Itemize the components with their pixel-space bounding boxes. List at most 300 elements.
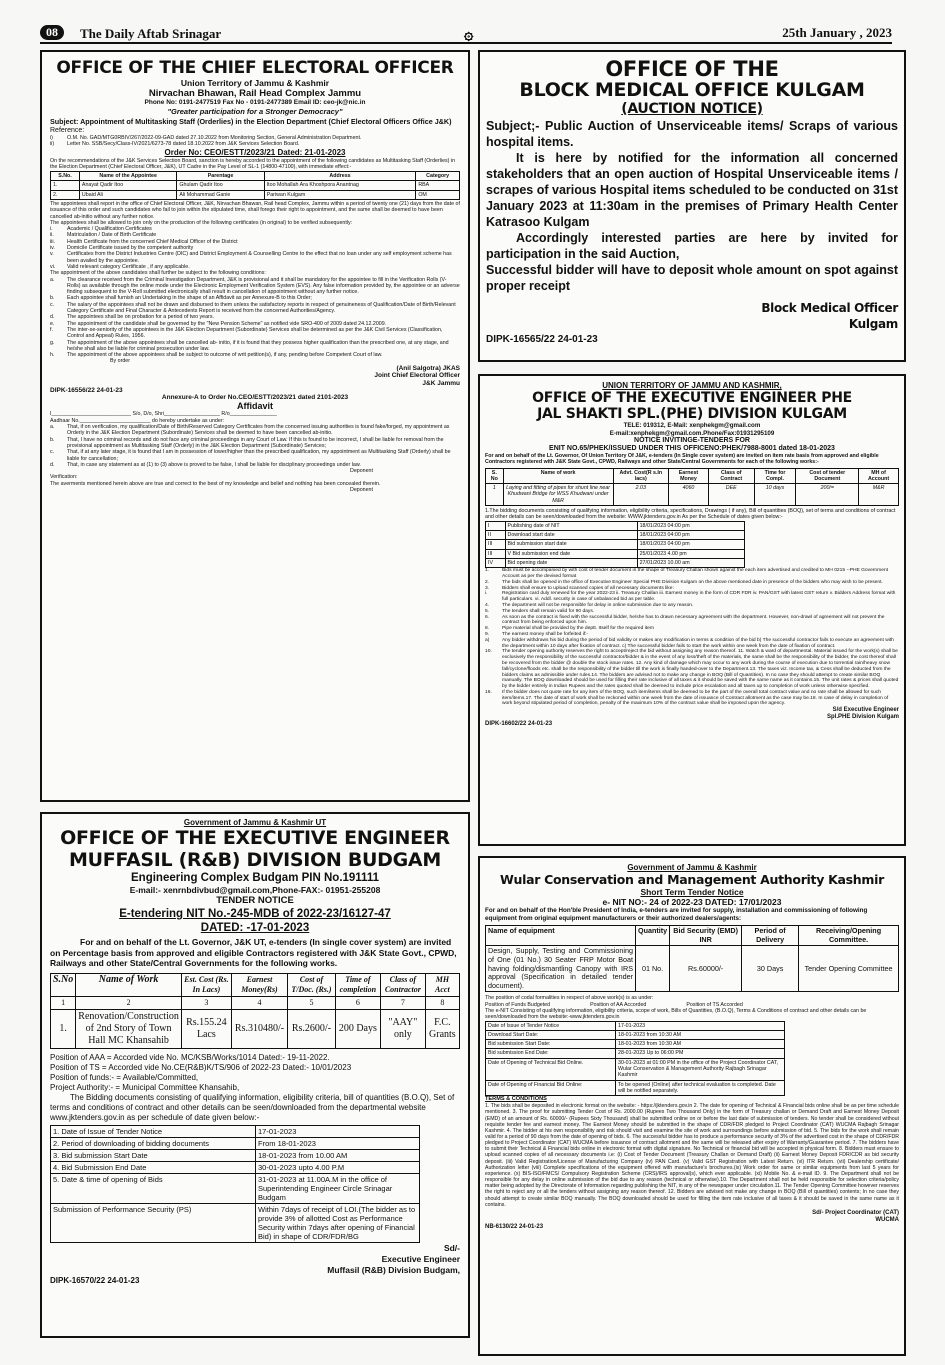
table-cell: Date of Opening of Technical Bid Online. [486, 1058, 616, 1080]
text: c. [50, 301, 55, 308]
ceo-affidavit-items [50, 424, 460, 468]
text: Sd/- Project Coordinator (CAT) [812, 1209, 899, 1216]
text: The tenders shall remain valid for 90 days. [502, 608, 595, 614]
table-cell: II [486, 530, 506, 539]
rnb-enit: E-tendering NIT No.-245-MDB of 2022-23/16127-47 [119, 908, 391, 920]
table-header-row [51, 973, 460, 996]
ceo-order-no: Order No: CEO/ESTT/2023/21 Dated: 21-01-2023 [164, 147, 346, 157]
column-header: Name of work [503, 468, 613, 484]
table-cell: III [486, 540, 506, 549]
bmo-dipk: DIPK-16565/22 24-01-23 [486, 334, 598, 345]
bmo-title-1: OFFICE OF THE [605, 57, 779, 81]
text: The appointment of the above appointees shall be cancelled ab- initio, if it is found that they possess higher qualification than the prescribed one, at any stage, and he/she shall also be liable for criminal prosecution under law. [67, 339, 449, 352]
table-cell: 3 [181, 996, 231, 1009]
table-cell: Submission of Performance Security (PS) [51, 1203, 256, 1242]
wular-terms-heading: TERMS & CONDITIONS [485, 1096, 547, 1103]
table-cell: V Bid submission end date [505, 549, 637, 558]
rnb-schedule-table [50, 1125, 420, 1243]
text: c. [50, 449, 55, 456]
bmo-signatory [486, 300, 898, 332]
text: 5. [485, 608, 490, 614]
table-header-row [51, 172, 460, 181]
table-cell: Within 7days of receipt of LOI.(The bidder as to provide 3% of allotted Cost as Performance Security within 7days after opening of Financial Bid) in shape of CDR/FDR/BG [256, 1203, 420, 1242]
bmo-subject: Subject;- Public Auction of Unserviceable items/ Scraps of various hospital items. [486, 119, 898, 149]
table-cell: 18/01/2023 04:00 pm [637, 530, 744, 539]
text: O.M. No. GAD/MTG0RBIV/267/2022-09-GAD dated 27.10.2022 from Monitoring Section, General Administration Department. [67, 134, 362, 141]
table-cell: To be opened (Online) after technical evaluation is completed. Date will be notified separately. [616, 1080, 785, 1096]
column-header: Period of Delivery [742, 926, 799, 946]
wular-signatory [485, 1210, 899, 1224]
list-item [50, 327, 460, 340]
text: i. [50, 226, 53, 233]
table-row [486, 946, 899, 992]
text: Kulgam [848, 317, 898, 331]
rnb-dated: DATED: -17-01-2023 [200, 922, 310, 934]
table-cell: 30 Days [742, 946, 799, 992]
ceo-deponent-2: Deponent [350, 487, 373, 494]
table-cell: 200/= [796, 484, 859, 506]
text: The appointees shall be on probation for a period of two years. [67, 314, 214, 321]
phe-title-1: OFFICE OF THE EXECUTIVE ENGINEER PHE [532, 390, 852, 406]
bmo-para-1: It is here by notified for the information all concerned stakeholders that an open auction of Hospital Unserviceable items / scrapes of various Hospital items scheduled to be conducted on 31st January 2023 at 11:30am in the premises of Primary Health Center Katrasoo Kulgam [486, 151, 898, 229]
table-cell: Renovation/Construction of 2nd Story of Town Hall MC Khansahib [76, 1009, 182, 1048]
column-header: MH Acct [425, 973, 459, 996]
table-cell: Ghulam Qadir Itoo [177, 181, 264, 190]
table-cell: 17-01-2023 [256, 1125, 420, 1137]
table-cell: 18/01/2023 04:00 pm [637, 540, 744, 549]
list-item [485, 591, 899, 603]
text: d. [50, 314, 55, 321]
newspaper-header [40, 24, 892, 44]
table-row [486, 1080, 785, 1096]
list-item [50, 340, 460, 353]
text: That, if at any later stage, it is found that I am in possession of lower/higher than the prescribed qualification, my appointment as Multitasking Staff (Orderly) shall be liable for cancellation; [67, 449, 451, 462]
table-cell: Ubaid Ali [79, 190, 177, 199]
list-item: Position of funds:- = Available/Committed, [50, 1072, 199, 1082]
column-header: Parentage [177, 172, 264, 181]
table-cell: DEE [708, 484, 754, 506]
text: f. [50, 326, 53, 333]
text: Block Medical Officer [761, 301, 898, 315]
ceo-annexure: Annexure-A to Order No.CEO/ESTT/2023/21 dated 2101-2023 [161, 394, 349, 402]
phe-terms [485, 568, 899, 707]
rnb-notice [40, 812, 470, 1338]
bmo-para-2: Accordingly interested parties are here by invited for participation in the said Auction, [486, 231, 898, 261]
text: That, I have no criminal records and do not face any criminal proceedings in any Court of Law. If this is found to be incorrect, I shall be liable for removal from the provisional appointment as Multitasking Staff (Orderly) in the J&K Election Department (Subordinate) Services; [67, 436, 444, 449]
column-header: Est. Cost (Rs. In Lacs) [181, 973, 231, 996]
table-row [486, 1049, 785, 1058]
table-cell: Download start date [505, 530, 637, 539]
text: If the bidder does not quote rate for any item of the BOQ, such item/items shall be deemed to be the part of the overall total contract value and no rate shall be allowed for such item/items.17. The date of start of work shall be reckoned within one week from the date of issuance of Contract allotment as the case may be.18. In case of delay in completion of work beyond stipulated period of completion, penalty of the maximum 10% of the contract value shall be imposed upon the agency. [502, 689, 889, 707]
text: a. [50, 424, 55, 431]
wular-dipk: NB-6130/22 24-01-23 [485, 1223, 544, 1230]
table-cell: Rs.60000/- [670, 946, 742, 992]
newspaper-logo-icon: ۞ [464, 24, 474, 43]
column-header: Earnest Money(Rs) [231, 973, 287, 996]
text: 8. [485, 626, 490, 632]
table-cell: Download Start Date: [486, 1030, 616, 1039]
text: 16. [485, 689, 492, 695]
rnb-positions [50, 1053, 460, 1093]
text: a. [50, 276, 55, 283]
list-item [485, 638, 899, 650]
rnb-title-1: OFFICE OF THE EXECUTIVE ENGINEER [60, 827, 450, 849]
table-cell: 18-01-2023 from 10.00 AM [256, 1149, 420, 1161]
table-row [486, 530, 745, 539]
newspaper-name: The Daily Aftab Srinagar [80, 26, 222, 41]
text: Matriculation / Date of Birth Certificate [67, 232, 157, 239]
table-cell: 01 No. [636, 946, 670, 992]
text: e. [50, 320, 55, 327]
phe-schedule-table [485, 521, 745, 568]
table-cell: 18-01-2023 from 10:30 AM [616, 1040, 785, 1049]
column-header: Cost of tender Document [796, 468, 859, 484]
text: Bids must be accompanied by with cost of tender document in the shape of Treasury Challan shown against the each item advertised and credited to MH 0215 --PHE Government Account as per the devised format [502, 568, 889, 579]
text: 1. [485, 568, 490, 574]
table-cell: 1 [486, 484, 504, 506]
ceo-affidavit-line-1: I___________________________ S/o, D/o, Shri___________________ R/o________________ [50, 411, 277, 418]
column-header: Name of Work [76, 973, 182, 996]
text: Academic / Qualification Certificates [67, 226, 152, 233]
list-item [50, 251, 460, 264]
text: Any bidder withdraws his bid during the period of bid validity or makes any modification in terms & condition of the bid b) The successful contractor fails to execute an agreement with the department within 10 days after fixation of contract. c) The successful bidder fails to start the work within one week from the date of fixation of contract. [502, 637, 894, 649]
table-cell: "AAY" only [380, 1009, 425, 1048]
wular-short-term: Short Term Tender Notice [640, 887, 744, 897]
phe-notice [478, 374, 906, 846]
ceo-appointee-table [50, 171, 460, 200]
column-header: S.No. [51, 172, 80, 181]
wular-para-1: The position of codal formalities in respect of above work(s) is as under: [485, 995, 654, 1002]
rnb-email: E-mail:- xenrnbdivbud@gmail.com,Phone-FAX:- 01951-255208 [129, 885, 381, 895]
table-cell: 2 [76, 996, 182, 1009]
table-cell: Bid submission End Date: [486, 1049, 616, 1058]
ceo-dipk: DIPK-16556/22 24-01-23 [50, 387, 123, 395]
ceo-para-3: The appointment of the above candidates shall further be subject to the following conditions: [50, 270, 266, 277]
bmo-notice [478, 50, 906, 362]
column-header: MH of Account [859, 468, 899, 484]
ceo-affidavit-line-2: Aadhaar No.________________________ do hereby undertake as under: [50, 417, 225, 424]
text: The earnest money shall be forfeited if:- [502, 631, 589, 637]
table-cell: 4060 [669, 484, 709, 506]
text: As soon as the contract is fixed with the successful bidder, he/she has to drawn necessary agreement with the department. However, non-drawl of agreement will not prevent the contract from being enforced upon him. [502, 614, 885, 626]
text: J&K Jammu [422, 379, 460, 387]
table-cell: Publishing date of NIT [505, 521, 637, 530]
text: The appointment of the above appointees shall be subject to outcome of writ petition(s), if any, pending before Competent Court of law. [67, 352, 383, 359]
list-item [50, 302, 460, 315]
table-cell: Bid submission start date [505, 540, 637, 549]
ceo-signatory [50, 365, 460, 388]
table-row [486, 1021, 785, 1030]
table-cell: Date of Issue of Tender Notice [486, 1021, 616, 1030]
table-cell: 30-01-2023 upto 4.00 P.M [256, 1161, 420, 1173]
rnb-gov: Government of Jammu & Kashmir UT [183, 818, 327, 827]
column-header: S. No [486, 468, 504, 484]
text: The bids shall be opened in the office of Executive Engineer Special PHE Division Kulgam on the above mentioned date in presence of the bidders who may wish to be present. [502, 579, 883, 585]
ceo-motto: "Greater participation for a Stronger Democracy" [167, 107, 343, 116]
table-row [51, 1125, 420, 1137]
table-cell: Rs.2600/- [288, 1009, 336, 1048]
table-cell: Rs.155.24 Lacs [181, 1009, 231, 1048]
text: Letter No. SSB/Secy/Class-IV/2021/6273-78 dated 18.10.2022 from J&K Services Selection Board. [67, 141, 300, 148]
column-header: Name of equipment [486, 926, 636, 946]
text: Muffasil (R&B) Division Budgam, [327, 1264, 460, 1275]
table-cell: 18-01-2023 from 10:30 AM [616, 1030, 785, 1039]
wular-terms: 1. The bids shall be deposited in electronic format on the website: - https://jktenders.gov.in 2. The date for opening of Technical & Financial bids online shall be as per time schedule mentioned. 3. The proof for submitting Tender Cost of Rs. 2000.00 (Rupees Two Thousand Only) in the form of Treasury challan or Demand Draft and Earnest Money Deposit (EMD) of an amount of Rs. 60000/- (Rupees Sixty Thousand) shall be submitted online on or before the last date of submission of tenders. No tender shall be considered without requisite tender fee and earnest money. The Earnest Money should be submitted in the shape of CDR/FDR pledged to Project Coordinator (CAT) WUCMA Rajbagh Srinagar Kashmir. 4. The bidder at his own responsibility and risk should visit and examine the site of work and surroundings before submission of bid. 5. The bids for the work shall remain valid for a period of 90 days from the date of opening of bids. 6. The successful bidder has to produce a performance security of 3% of the advertised cost in the shape of CDR/FDR pledged to Project Coordinator (CAT) WUCMA before issuance of contract allotment and the same will be released after expiry of Warranty/Guarantee period. 7. The bidders have to submit their Technical & Financial bids online in electronic format with digital signature. No Technical or financial bid will be accepted in physical form. 8. Bidders must ensure to upload scanned copies of all necessary documents i.e: (i) Cost of Tender Document (Treasury Challan or Demand Draft) (ii) Earnest Money Deposit FDR/CDR as bid security deposit. (iii) Valid Registration/License of Manufacturing Company (iv) PAN Card. (v) Valid GST Registration with Latest Return. (vi) ITR Return. (vii) Dealership certificate/ Authorization letter (viii) Complete specifications of the equipment offered with manufacture's brochures.(ix) Work order for same or similar equipments from last 5 years for experience. (x) BIS-ISO/FMCS/ Compulsory Registration Scheme (CRS)/IRS approval(s), which ever applicable. (xi) Mobile No. & e-mail ID. 9. The Department shall not be responsible for any delay in online submission of the bid due to any reason (technical or otherwise).10. The Department shall not be held responsible for selection criteria/policy matter being adopted by the Directorate of Information regarding publishing the NIT, in any of the newspaper under circulation.11. The Tender Opening Committee however reserves the right to reject any or all the tenders without assigning any reason thereof. 12. Bidders are advised not make any change in BOQ (Bill of quantities) contents; In no case they should attempt to create similar BOQ manually. The BOQ downloaded should be used for filling the item rate inclusive of all taxes & it should be saved in the same name as it contains. [485, 1103, 899, 1208]
list-item [50, 424, 460, 437]
table-cell: Bid opening date [505, 558, 637, 567]
table-cell: 1. [51, 181, 80, 190]
rnb-tender-notice: TENDER NOTICE [216, 895, 294, 906]
wular-gov: Government of Jammu & Kashmir [627, 863, 757, 872]
table-cell: 30-01-2023 at 01:00 PM in the office of the Project Coordinator CAT, Wular Conservation & Management Authority Rajbagh Srinagar Kashmir [616, 1058, 785, 1080]
wular-para-2: The e-NIT Consisting of qualifying information, eligibility criteria, scope of work, Bills of Quantities, (B.O.Q), Terms & Conditions of contract and other details can be seen/downloaded from the website:-www.jktenders.gov.in [485, 1007, 867, 1021]
table-row [51, 181, 460, 190]
table-cell: 1. [51, 1009, 76, 1048]
ceo-deponent: Deponent [350, 468, 373, 475]
phe-tele: TELE: 019312, E-Mail: xenphekgm@gmail.com [623, 422, 761, 429]
list-item [50, 277, 460, 296]
ceo-ut: Union Territory of Jammu & Kashmir [180, 78, 330, 88]
ceo-by-order: By order [110, 358, 131, 365]
phe-para-1: 1.The bidding documents consisting of qualifying information, eligibility criteria, specifications, Drawings ( if any), Bill of quantities (BOQ), set of terms and conditions of contract and other details can be seen/downloaded from the website: WWW.jktenders.gov.in As per the Schedule of dates given below:- [485, 508, 896, 521]
ceo-address: Nirvachan Bhawan, Rail Head Complex Jammu [148, 88, 362, 99]
text: The clearance received from the Criminal Investigation Department, J&K is provisional and it shall be mandatory for the appointee to fill in the Verification Rolls (V-Rolls) as available through the online mode under the Electronic Employment Verification System (EVS). Any false information provided by, the appointee or an adverse finding subsequent to the V-Roll submitted electronically shall result in cancellation of appointment without any further notice. [67, 276, 460, 296]
list-item: Position of TS = Accorded vide No.CE(R&B)K/TS/906 of 2022-23 Dated:- 10/01/2023 [50, 1062, 352, 1072]
page-number: 08 [40, 25, 64, 40]
text: i. [485, 591, 488, 597]
table-row [51, 190, 460, 199]
text: Pipe material shall be provided by the deptt. Itself for the required item [502, 626, 654, 632]
text: a) [485, 637, 490, 643]
phe-signatory [485, 707, 899, 721]
table-row [486, 1058, 785, 1080]
column-header: S.No [51, 973, 76, 996]
table-cell: Rs.310480/- [231, 1009, 287, 1048]
ceo-intro: On the recommendations of the J&K Services Selection Board, sanction is hereby accorded to the appointment of the following candidates as Multitasking Staff (Orderlies) in the Election Department (Chief Electoral Officer, J&K), UT Cadre in the Pay Level of SL-1 (14800-47100), with immediate effect:- [50, 157, 456, 170]
phe-works-table [485, 468, 899, 506]
table-cell: 3. Bid submission Start Date [51, 1149, 256, 1161]
wular-intro: For and on behalf of the Hon'ble President of India, e-tenders are invited for supply, installation and commissioning of following equipment from original equipment manufacturers or their authorized dealers/agents: [485, 907, 868, 922]
table-cell: From 18-01-2023 [256, 1137, 420, 1149]
rnb-address: Engineering Complex Budgam PIN No.191111 [131, 872, 379, 884]
table-number-row [51, 996, 460, 1009]
table-cell: 2.03 [613, 484, 668, 506]
table-row [51, 1203, 420, 1242]
table-cell: 28-01-2023 Up to 06:00 PM [616, 1049, 785, 1058]
ceo-verification-text: The averments mentioned herein above are true and correct to the best of my knowledge and belief and nothing has been concealed therein. [50, 480, 381, 487]
list-item [50, 449, 460, 462]
table-row [486, 1030, 785, 1039]
list-item [485, 690, 899, 707]
table-cell: Bid submission Start Date: [486, 1040, 616, 1049]
list-item [485, 568, 899, 580]
text: Bidders shall ensure to upload scanned copies of all necessary documents like: [502, 585, 674, 591]
table-cell: 25/01/2023 4.00 pm [637, 549, 744, 558]
ceo-subject: Subject: Appointment of Multitasking Staff (Orderlies) in the Election Department (Chief Electoral Officers Office J&K) [50, 117, 452, 126]
rnb-title-2: MUFFASIL (R&B) DIVISION BUDGAM [69, 849, 441, 871]
rnb-works-table [50, 973, 460, 1049]
table-cell: Date of Opening of Financial Bid Online: [486, 1080, 616, 1096]
column-header: Earnest Money [669, 468, 709, 484]
list-item: Position of TS Accorded [686, 1001, 743, 1008]
rnb-intro: For and on behalf of the Lt. Governor, J&K UT, e-tenders (In single cover system) are invited on Percentage basis from approved and eligible Contractors registered with J&K State Govt., CPWD, Railways and other State/Central Governments for the following works. [50, 937, 457, 968]
text: Certificates from the District Industries Centre (DIC) and District Employment & Counselling Centre to the effect that no loan under any self employment scheme has been availed by the appointee. [67, 251, 452, 264]
column-header: Time for Compl. [754, 468, 796, 484]
ceo-certificates [50, 226, 460, 270]
table-cell: 18/01/2023 04:00 pm [637, 521, 744, 530]
list-item [50, 437, 460, 450]
text: i) [50, 134, 53, 141]
text: That, in case any statement as at (1) to (3) above is proved to be false, I shall be liable for disciplinary proceedings under law. [67, 461, 361, 468]
table-row [486, 549, 745, 558]
text: 6. [485, 614, 490, 620]
list-item: Position of AA Accorded [590, 1001, 647, 1008]
table-cell: Anayat Qadir Itoo [79, 181, 177, 190]
bmo-title-2: BLOCK MEDICAL OFFICE KULGAM [519, 79, 865, 101]
table-cell: 10 days [754, 484, 796, 506]
ceo-reference-label: Reference: [50, 126, 85, 134]
table-header-row [486, 468, 899, 484]
wular-equipment-table [485, 925, 899, 992]
text: d. [50, 461, 55, 468]
table-row [51, 1161, 420, 1173]
ceo-notice [40, 50, 470, 802]
wular-notice [478, 856, 906, 1356]
text: Sd/- [443, 1242, 460, 1253]
text: WUCMA [875, 1216, 899, 1223]
table-row [51, 1009, 460, 1048]
table-row [486, 521, 745, 530]
phe-title-2: JAL SHAKTI SPL.(PHE) DIVISION KULGAM [537, 406, 847, 422]
issue-date: 25th January , 2023 [782, 25, 892, 40]
text: iii. [50, 238, 56, 245]
column-header: Category [416, 172, 460, 181]
table-cell: Itoo Mohallah Ara Khoshpora Anantnag [264, 181, 416, 190]
wular-schedule-table [485, 1021, 785, 1097]
ceo-para-1: The appointees shall report in the office of Chief Electoral Officer, J&K, Nirvachan Bhawan, Rail head Complex, Jammu within a period of twenty one (21) days from the date of issuance of this order and such candidates who fail to join within the stipulated time, shall forego their right to appointment, and the same shall be deemed to have been cancelled ab-initio without any further notice. [50, 200, 460, 220]
list-item: Position of AAA = Accorded vide No. MC/KSB/Works/1014 Dated:- 19-11-2022. [50, 1052, 330, 1062]
table-cell: F.C. Grants [425, 1009, 459, 1048]
table-cell: 17-01-2023 [616, 1021, 785, 1030]
rnb-signatory [50, 1243, 460, 1276]
table-header-row [486, 926, 899, 946]
table-row [486, 1040, 785, 1049]
column-header: Class of Contract [708, 468, 754, 484]
ceo-conditions [50, 277, 460, 359]
table-cell: 200 Days [335, 1009, 380, 1048]
table-cell: 8 [425, 996, 459, 1009]
phe-nit-heading: NOTICE INVITINGE-TENDERS FOR [634, 437, 750, 444]
text: 9. [485, 631, 490, 637]
table-cell: 1 [51, 996, 76, 1009]
table-cell: IV [486, 558, 506, 567]
text: Each appointee shall furnish an Undertaking in the shape of an Affidavit as per Annexure-B to this Order; [67, 295, 312, 302]
text: v. [50, 251, 54, 258]
text: 2. [485, 579, 490, 585]
text: 4. [485, 602, 490, 608]
table-cell: 6 [335, 996, 380, 1009]
text: The tender opening authority reserves the right to accept/reject the bid without assigning any reason thereof. 11. Watch & ward of departmental. Material issued for the work(s) shall be exclusively the responsibility of the successful contractor/bidder & in the event of any loss/theft of the materials, the same shall be the responsibility of the bidder, the cost thereof shall be recovered from the bidder @ double the stock issue rates. 12. Any kind of damage which may occur to any work during the course of execution due to torrential rain/heavy snow fall/cyclone/floods etc. shall be the responsibility of the bidder till the work is finally handed-over to the Department.13. The taxes viz. Income tax, & Cess shall be deducted from the bidders claims as admissible under rules.14. The bidders are advised not to make any change in BOQ (Bill of Quantities). In no case they should attempt to create similar BOQ manually. The BOQ downloaded should be used for filling their rate inclusive of all taxes & it should be saved with the same name as it contains.15. The unit rates & prices shall quoted by the bidder entirely in Indian Rupees and the rates quoted shall be deemed to include price escalation and all taxes up to completion of work unless otherwise specified. [502, 649, 899, 690]
table-cell: OM [416, 190, 460, 199]
table-row [51, 1137, 420, 1149]
text: That, if on verification, my qualification/Date of Birth/Reserved Category Certificates from the concerned issuing authorities is found fake/forged, my appointment as Orderly in the J&K Election Department (Subordinate) Services shall be deemed to have been cancelled ab-initio. [67, 424, 450, 437]
ceo-verification-label: Verification: [50, 474, 78, 481]
table-cell: 7 [380, 996, 425, 1009]
table-row [486, 484, 899, 506]
text: Domicile Certificate issued by the competent authority [67, 245, 194, 252]
text: Health Certificate from the concerned Chief Medical Officer of the District [67, 238, 238, 245]
text: The inter-se-seniority of the appointees in the J&K Election Department (Subordinate) Services shall be determined as per the J&K Civil Services (Classification, Control and Appeal) Rules, 1956. [67, 326, 443, 340]
column-header: Name of the Appointee [79, 172, 177, 181]
text: vi. [50, 263, 56, 270]
table-cell: Ali Mohammad Ganie [177, 190, 264, 199]
phe-enit: ENIT NO.65/PHEK/ISSUED UNDER THIS OFFICENO:PHEK/7988-8001 dated 18-01-2023 [549, 445, 835, 452]
ceo-affidavit-title: Affidavit [237, 401, 273, 412]
ceo-contact: Phone No: 0191-2477519 Fax No - 0191-2477389 Email ID: ceo-jk@nic.in [144, 99, 366, 106]
table-cell: 5. Date & time of opening of Bids [51, 1173, 256, 1203]
phe-dipk: DIPK-16602/22 24-01-23 [485, 721, 553, 728]
column-header: Receiving/Opening Committee. [799, 926, 899, 946]
table-cell: Pariwan Kulgam [264, 190, 416, 199]
text: The salary of the appointees shall not be drawn and disbursed to them unless the satisfactory reports in respect of genuineness of Qualification/Date of Birth/Relevant Category Certificate and Final Character & Antecedents Report is received from the concerned Authorities/Agency. [67, 301, 456, 315]
table-cell: RBA [416, 181, 460, 190]
bmo-auction-notice: (AUCTION NOTICE) [621, 101, 763, 117]
text: The department will not be responsible for delay in online submission due to any reason. [502, 602, 694, 608]
table-row [486, 558, 745, 567]
list-item [485, 649, 899, 690]
rnb-dipk: DIPK-16570/22 24-01-23 [50, 1275, 140, 1285]
table-cell: 4 [231, 996, 287, 1009]
table-row [51, 1149, 420, 1161]
column-header: Class of Contractor [380, 973, 425, 996]
list-item: Position of Funds Budgeted [485, 1001, 551, 1008]
table-cell: 5 [288, 996, 336, 1009]
table-cell: 27/01/2023 10.00 am [637, 558, 744, 567]
column-header: Cost of T/Doc. (Rs.) [288, 973, 336, 996]
column-header: Bid Security (EMD) INR [670, 926, 742, 946]
text: h. [50, 352, 55, 359]
list-item [485, 615, 899, 627]
ceo-para-2: The appointees shall be allowed to join only on the production of the following certificates (in original) to be verified subsequently: [50, 219, 353, 226]
text: ii) [50, 141, 55, 148]
table-cell: III [486, 549, 506, 558]
table-cell: Laying and fitting of pipes for shunt line near Khudwani Bridge for WSS Khudwani under M&R [503, 484, 613, 506]
rnb-para-1: The Bidding documents consisting of qualifying information, eligibility criteria, bill of quantities (B.O.Q), Set of terms and conditions of contract and other details can be seen/downloaded from the departmental website www.jktenders.gov.in as per schedule of date given below:- [50, 1092, 455, 1122]
ceo-title: OFFICE OF THE CHIEF ELECTORAL OFFICER [56, 58, 454, 78]
table-cell: Tender Opening Committee [799, 946, 899, 992]
table-cell: M&R [859, 484, 899, 506]
wular-enit: e- NIT NO:- 24 of 2022-23 DATED: 17/01/2023 [602, 897, 782, 907]
table-cell: Design, Supply, Testing and Commissioning of One (01 No.) 30 Seater FRP Motor Boat having folding/dismantling Canopy with IRS approval (Specification in detailed tender document). [486, 946, 636, 992]
phe-ut: UNION TERRITORY OF JAMMU AND KASHMIR, [602, 381, 782, 390]
phe-email: E-mail:xenphekgm@gmail.com.Phone/Fax:01931295109 [609, 429, 775, 437]
table-cell: 2. Period of downloading of bidding documents [51, 1137, 256, 1149]
ceo-reference-list [50, 135, 460, 148]
text: g. [50, 339, 55, 346]
column-header: Address [264, 172, 416, 181]
text: (Anil Salgotra) JKAS [396, 364, 460, 372]
table-row [486, 540, 745, 549]
table-cell: I [486, 521, 506, 530]
phe-intro: For and on behalf of the Lt. Governor, Of Union Territory Of J&K, e-tenders (In Single cover system) are invited on item rate basis from approved and eligible Contractors registered with J&K State Govt., CPWD, Railways and other State/Central Governments for each of the following works:- [485, 453, 879, 466]
text: 3. [485, 585, 490, 591]
text: S/d Executive Engineer [832, 707, 899, 714]
text: Joint Chief Electoral Officer [374, 372, 460, 380]
text: Registration card duly renewed for the year 2022-23 ii. Treasury Challan iii. Earnest money in the form of CDR FDR iv. PAN/GST with latest GST return v. Bidders Address format with full particulars. vi. Addl. security in case of unbalanced bid as per table. [502, 591, 896, 603]
text: 10. [485, 649, 492, 655]
column-header: Time of completion [335, 973, 380, 996]
text: The appointment of the candidate shall be governed by the "New Pension Scheme" as notified vide SRO-400 of 2009 dated 24.12.2009. [67, 320, 387, 327]
